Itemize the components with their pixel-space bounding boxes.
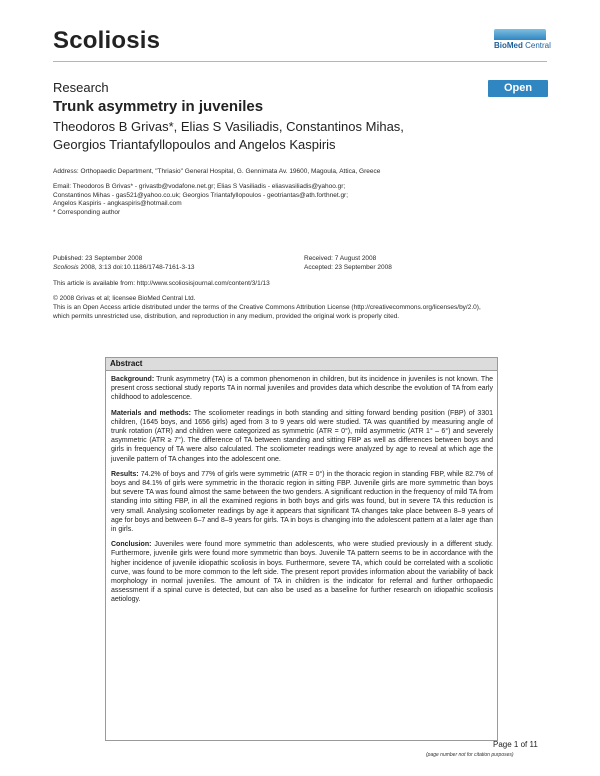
- methods-label: Materials and methods:: [111, 409, 191, 417]
- email-line-3: Angelos Kaspiris - angkaspiris@hotmail.com: [53, 200, 182, 208]
- received-accepted: [304, 255, 392, 272]
- author-list: [53, 118, 483, 154]
- received-date: Received: 7 August 2008: [304, 255, 377, 262]
- email-line-2: Constantinos Mihas - gas521@yahoo.co.uk; Georgios Triantafyllopoulos - geotriantas@ath.forthnet.gr;: [53, 191, 349, 199]
- abstract-body: [111, 375, 493, 611]
- background-text: Trunk asymmetry (TA) is a common phenomenon in children, but its incidence in juveniles is not known. The present cross sectional study reports TA in normal juveniles and provides data which describe the evolution of TA from early childhood to adolescence.: [111, 376, 493, 402]
- journal-title: Scoliosis: [53, 27, 161, 54]
- logo-text-bold: BioMed: [494, 41, 523, 50]
- logo-text-rest: Central: [522, 41, 551, 50]
- background-label: Background:: [111, 376, 155, 383]
- authors-line-1: Theodoros B Grivas*, Elias S Vasiliadis, Constantinos Mihas,: [53, 119, 404, 134]
- citation: [53, 264, 195, 273]
- abstract-heading: Abstract: [106, 358, 497, 371]
- page-number-note: (page number not for citation purposes): [426, 752, 514, 758]
- authors-line-2: Georgios Triantafyllopoulos and Angelos Kaspiris: [53, 137, 336, 152]
- open-access-badge: Open Access: [488, 80, 548, 97]
- results-label: Results:: [111, 470, 139, 478]
- availability-note: This article is available from: http://www.scoliosisjournal.com/content/3/1/13: [53, 280, 270, 287]
- abstract-background: [111, 375, 493, 403]
- article-section: Research: [53, 80, 109, 95]
- license-line-2: which permits unrestricted use, distribution, and reproduction in any medium, provided the original work is properly cited.: [53, 312, 400, 320]
- citation-details: 2008, 3:13 doi:10.1186/1748-7161-3-13: [78, 263, 195, 271]
- header-divider: [53, 61, 547, 62]
- methods-text: The scoliometer readings in both standing and sitting forward bending position (FBP) of 3301 children, (1645 boys, and 1656 girls) aged from 3 to 9 years old were studied. TA was quantified by measuring angle of trunk rotation (ATR) and children were categorized as symmetric (ATR = 0°), mild asymmetric (ATR 1° – 6°) and severely asymmetric (ATR ≥ 7°). The difference of TA between standing and sitting FBP as well as differences between boys and girls in frequency of TA were also calculated. The scoliometer readings were analyzed by age to reveal at which age the juvenile pattern of TA changes into the adolescent one.: [111, 409, 493, 463]
- email-line-1: Email: Theodoros B Grivas* - grivastb@vodafone.net.gr; Elias S Vasiliadis - eliasvasiliadis@yahoo.gr;: [53, 183, 346, 190]
- corresponding-author-note: * Corresponding author: [53, 208, 121, 216]
- author-emails: [53, 183, 533, 217]
- page-number: Page 1 of 11: [493, 740, 538, 749]
- author-address: Address: Orthopaedic Department, "Thriasio" General Hospital, G. Gennimata Av. 19600, Magoula, Attica, Greece: [53, 168, 381, 175]
- abstract-results: [111, 470, 493, 534]
- conclusion-label: Conclusion:: [111, 541, 152, 549]
- citation-journal: Scoliosis: [53, 263, 79, 271]
- results-text: 74.2% of boys and 77% of girls were symmetric (ATR = 0°) in the thoracic region in standing FBP, while 82.7% of boys and 84.1% of girls were symmetric in the thoracic region in sitting FBP. Juvenile girls are more symmetric than boys but severe TA was found almost the same between the two genders. A significant reduction in the frequency of mild TA from standing into sitting FBP, in all the examined regions in both boys and girls was found, but in severe TA this reduction is very small. Analysing scoliometer readings by age it appears that significant TA changes take place between 8–9 years of age for boys and between 6–7 and 8–9 years for girls. TA in boys is changing into the adolescent pattern at a later age than in girls.: [111, 470, 493, 534]
- logo-mark-icon: [494, 29, 546, 40]
- abstract-methods: [111, 409, 493, 464]
- article-title: Trunk asymmetry in juveniles: [53, 98, 264, 115]
- conclusion-text: Juveniles were found more symmetric than adolescents, who were studied previously in a different study. Furthermore, juvenile girls were found more symmetric than boys. Juvenile TA pattern seems to be in accordance with the higher incidence of juvenile idiopathic scoliosis in boys. Furthermore, severe TA, which could be correlated with a scoliotic curve, was found to be more common to the left side. The present report provides information about the variability of back morphology in normal juveniles. The amount of TA in children is the indicator for referral and further orthopaedic assessment if a spinal curve is detected, but can also be used as a baseline for further research on idiopathic scoliosis aetiology.: [111, 541, 493, 604]
- logo-text: [494, 40, 551, 51]
- license-line-1: This is an Open Access article distributed under the terms of the Creative Commons Attribution License (http://creativecommons.org/licenses/by/2.0),: [53, 304, 481, 311]
- published-date: Published: 23 September 2008: [53, 255, 143, 262]
- license-text: [53, 304, 548, 321]
- copyright-line: © 2008 Grivas et al; licensee BioMed Central Ltd.: [53, 295, 196, 302]
- biomed-central-logo: [494, 29, 551, 53]
- abstract-box: [105, 357, 498, 741]
- publication-info: [53, 255, 195, 272]
- abstract-conclusion: [111, 540, 493, 604]
- accepted-date: Accepted: 23 September 2008: [304, 263, 392, 271]
